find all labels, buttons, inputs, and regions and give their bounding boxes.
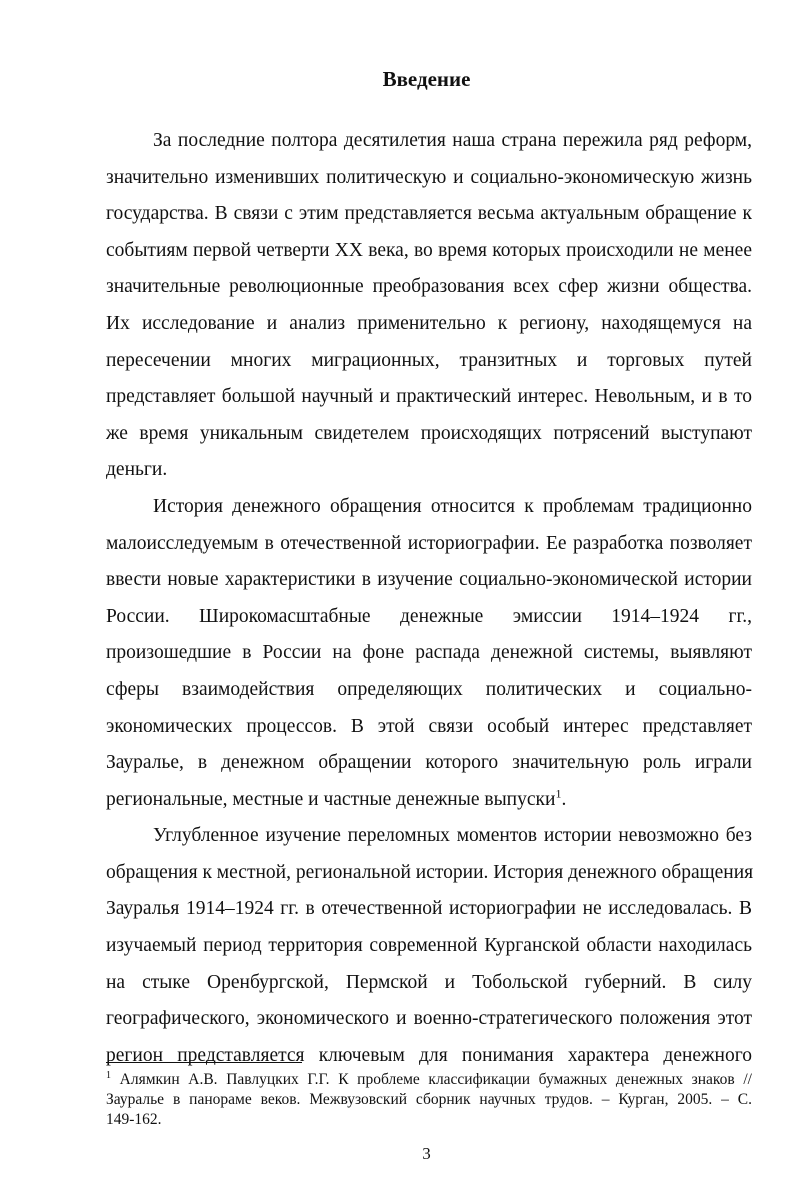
paragraph-3-line-7: регион представляется ключевым для понимания характера денежного xyxy=(106,1044,752,1066)
paragraph-3-line-4: изучаемый период территория современной Курганской области находилась xyxy=(106,935,752,957)
body-text xyxy=(106,123,752,1074)
paragraph-3-line-6: географического, экономического и военно-стратегического положения этот xyxy=(106,1008,752,1030)
footnote-marker: 1 xyxy=(106,1069,111,1081)
footnote-reference: 1 xyxy=(555,786,562,801)
footnote-line-1 xyxy=(106,1070,752,1090)
paragraph-2-line-4: России. Широкомасштабные денежные эмиссии 1914–1924 гг., xyxy=(106,605,752,627)
paragraph-1-line-2: значительно изменивших политическую и социально-экономическую жизнь xyxy=(106,166,752,188)
footnote-divider xyxy=(106,1062,302,1063)
footnote-line-3: 149-162. xyxy=(106,1111,162,1128)
paragraph-2-end-punct: . xyxy=(561,788,567,810)
paragraph-3-line-5: на стыке Оренбургской, Пермской и Тобольской губерний. В силу xyxy=(106,971,752,993)
paragraph-1-line-1: За последние полтора десятилетия наша страна пережила ряд реформ, xyxy=(153,130,752,151)
paragraph-2-line-1: История денежного обращения относится к проблемам традиционно xyxy=(153,495,752,517)
paragraph-2-line-9 xyxy=(106,782,752,819)
paragraph-1-line-4: событиям первой четверти XX века, во время которых происходили не менее xyxy=(106,239,752,261)
paragraph-2-line-9-text: региональные, местные и частные денежные выпуски xyxy=(106,788,556,810)
paragraph-3-line-1: Углубленное изучение переломных моментов истории невозможно без xyxy=(153,825,752,847)
paragraph-2-line-8: Зауралье, в денежном обращении которого значительную роль играли xyxy=(106,752,752,774)
paragraph-2-line-6: сферы взаимодействия определяющих политических и социально- xyxy=(106,678,752,700)
page-title: Введение xyxy=(382,67,471,91)
paragraph-2-line-2: малоисследуемым в отечественной историографии. Ее разработка позволяет xyxy=(106,532,752,554)
paragraph-1-line-5: значительные революционные преобразования всех сфер жизни общества. xyxy=(106,276,752,298)
paragraph-1-line-7: пересечении многих миграционных, транзитных и торговых путей xyxy=(106,349,752,371)
paragraph-1-line-10: деньги. xyxy=(106,459,168,481)
paragraph-1-line-8: представляет большой научный и практический интерес. Невольным, и в то xyxy=(106,386,752,408)
paragraph-3-line-3: Зауралья 1914–1924 гг. в отечественной историографии не исследовалась. В xyxy=(106,898,752,920)
footnote-line-1-text: Алямкин А.В. Павлуцких Г.Г. К проблеме классификации бумажных денежных знаков // xyxy=(111,1071,752,1088)
paragraph-3-line-2: обращения к местной, региональной истории. История денежного обращения xyxy=(106,861,754,883)
footnote-line-2: Зауралье в панораме веков. Межвузовский сборник научных трудов. – Курган, 2005. – С. xyxy=(106,1091,752,1108)
paragraph-1-line-3: государства. В связи с этим представляется весьма актуальным обращение к xyxy=(106,203,752,225)
paragraph-2-line-7: экономических процессов. В этой связи особый интерес представляет xyxy=(106,715,752,737)
page-number: 3 xyxy=(422,1144,431,1163)
paragraph-2-line-3: ввести новые характеристики в изучение социально-экономической истории xyxy=(106,569,752,591)
paragraph-1-line-6: Их исследование и анализ применительно к региону, находящемуся на xyxy=(106,312,752,334)
paragraph-2-line-5: произошедшие в России на фоне распада денежной системы, выявляют xyxy=(106,642,752,664)
footnote xyxy=(106,1070,752,1130)
paragraph-1-line-9: же время уникальным свидетелем происходящих потрясений выступают xyxy=(106,422,752,444)
